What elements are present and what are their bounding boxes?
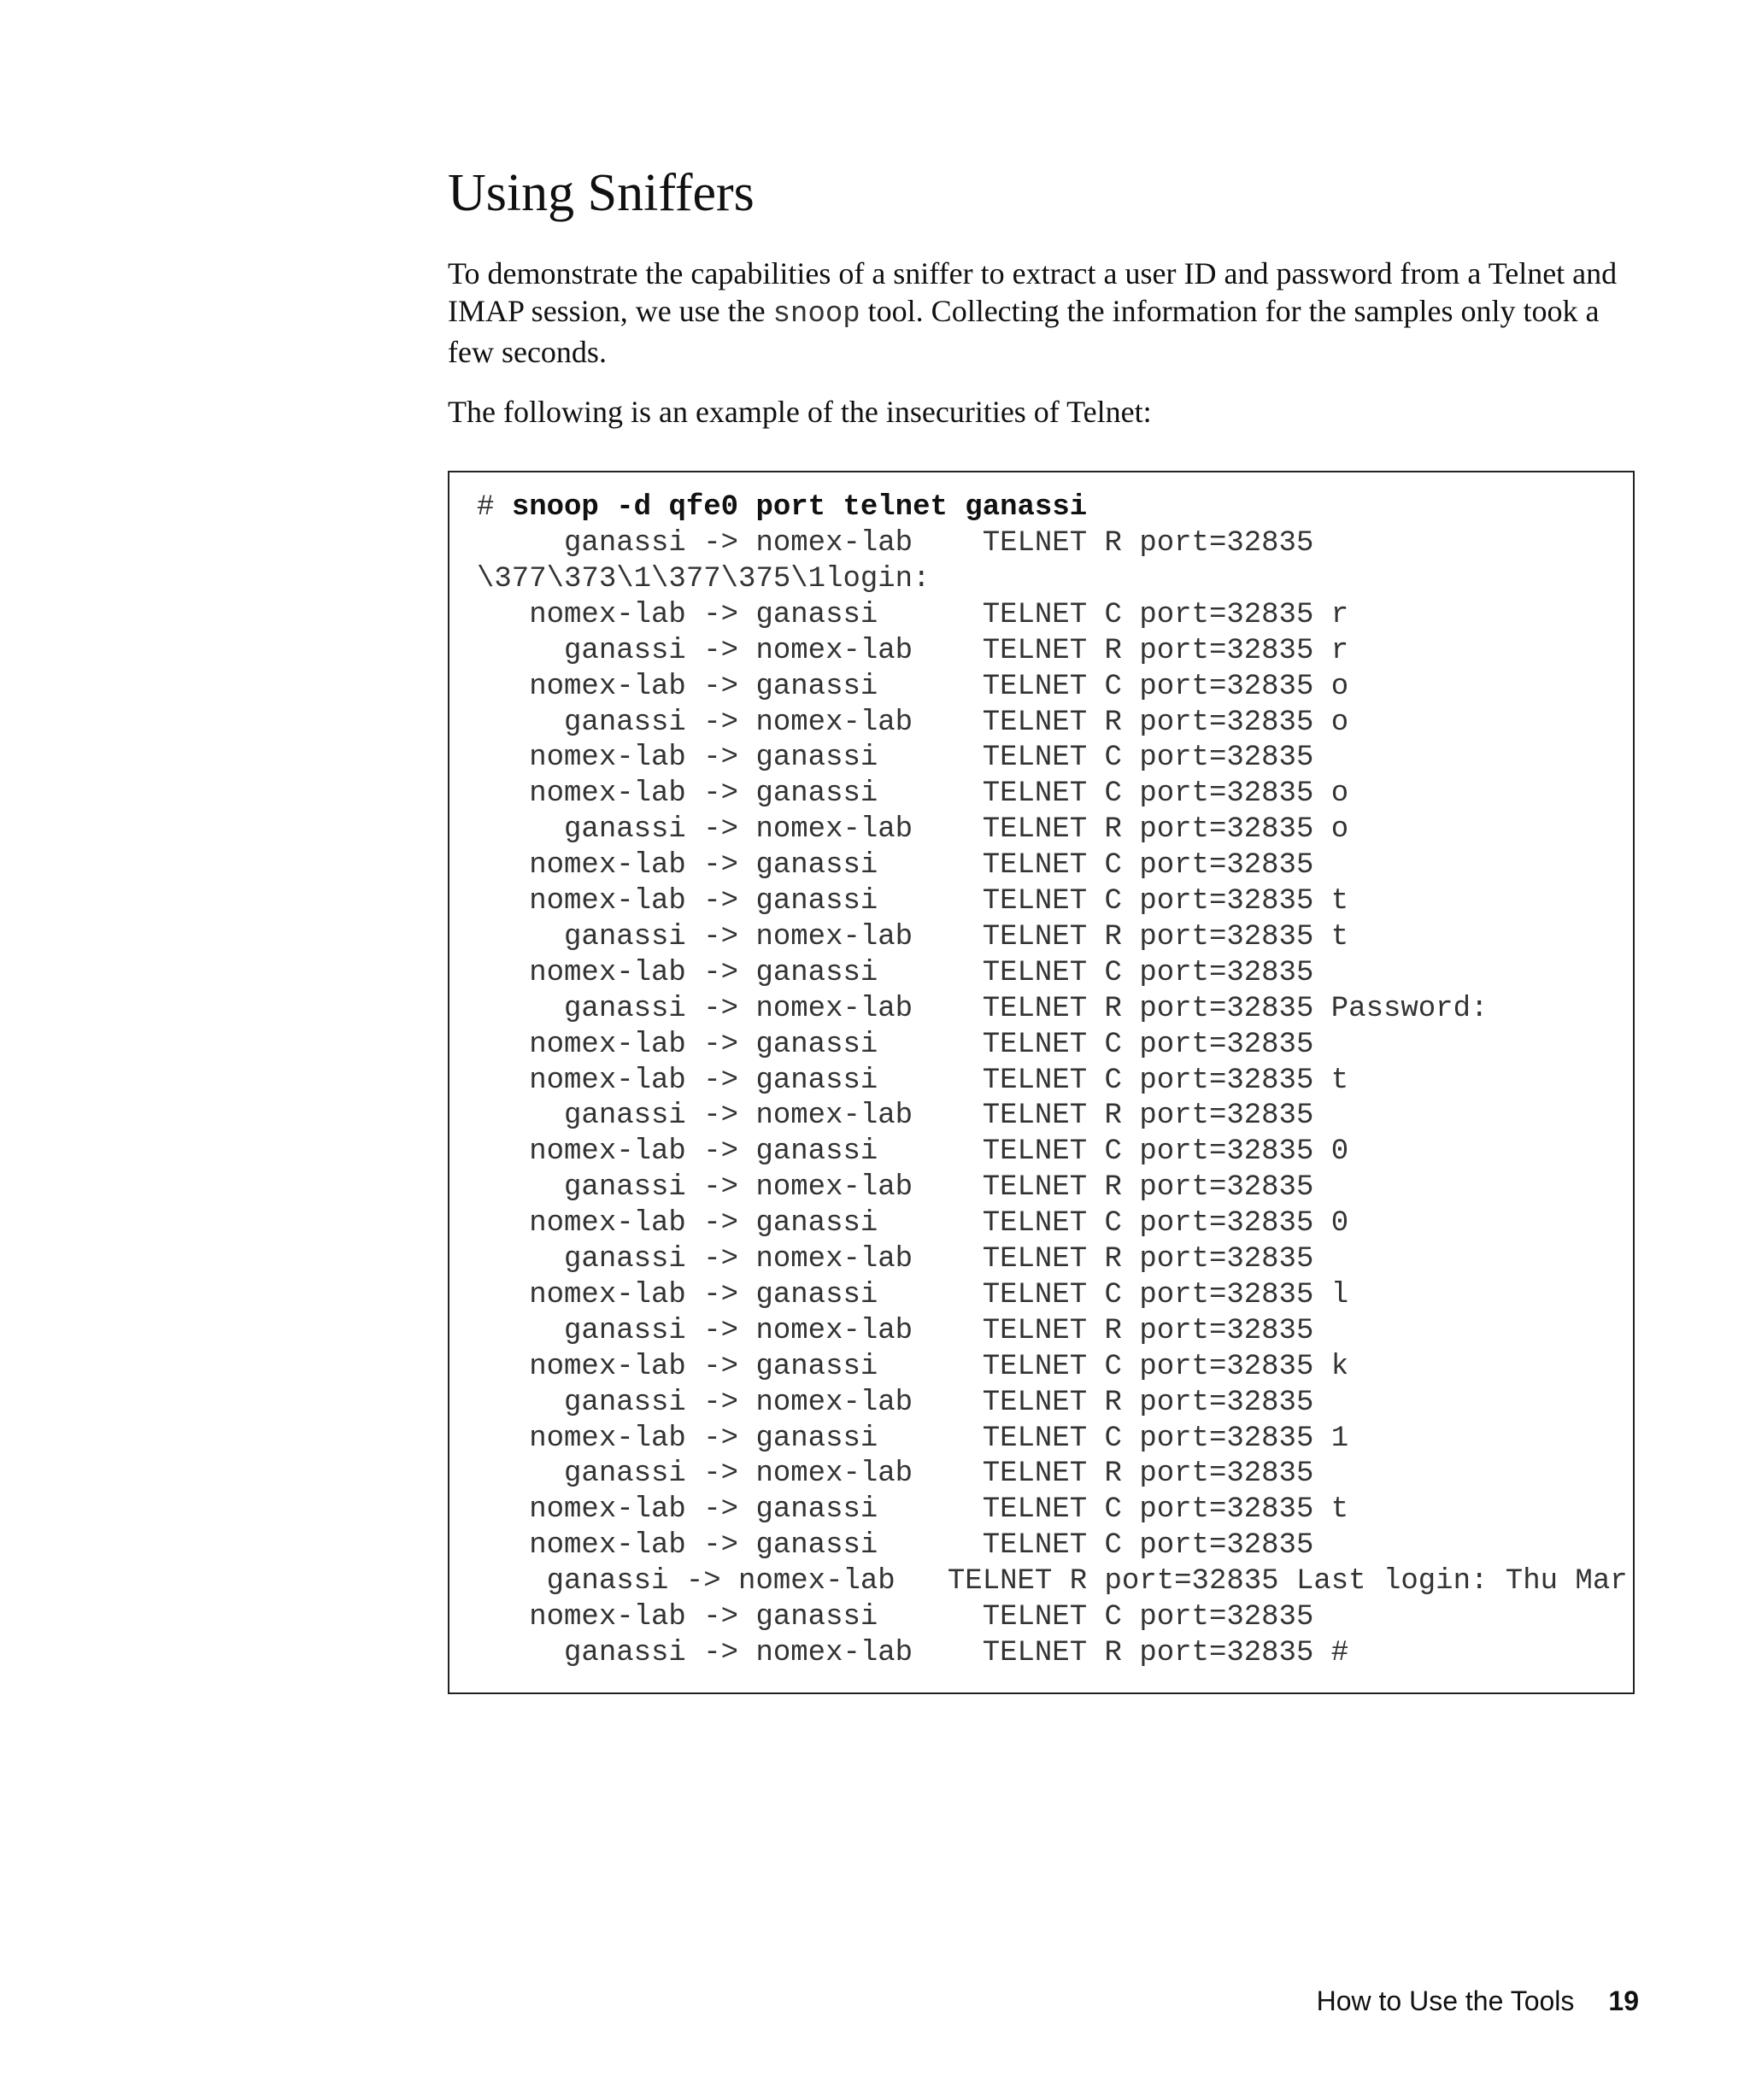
code-output-line: ganassi -> nomex-lab TELNET R port=32835 # <box>477 1636 1349 1669</box>
footer-section-title: How to Use the Tools <box>1316 1986 1575 2016</box>
code-output-line: ganassi -> nomex-lab TELNET R port=32835 <box>477 1314 1314 1347</box>
code-output-line: nomex-lab -> ganassi TELNET C port=32835 <box>477 1529 1314 1563</box>
command-line <box>477 490 1087 525</box>
page-number: 19 <box>1608 1986 1639 2016</box>
code-output-line: nomex-lab -> ganassi TELNET C port=32835 t <box>477 1064 1349 1097</box>
code-output-line: ganassi -> nomex-lab TELNET R port=32835 Last login: Thu Mar <box>477 1565 1628 1598</box>
code-output-line: ganassi -> nomex-lab TELNET R port=32835 <box>477 1243 1314 1276</box>
inline-code-snoop: snoop <box>772 298 860 331</box>
code-output-line: nomex-lab -> ganassi TELNET C port=32835 <box>477 1028 1314 1061</box>
code-output-line: ganassi -> nomex-lab TELNET R port=32835 Password: <box>477 992 1489 1025</box>
code-output-line: nomex-lab -> ganassi TELNET C port=32835 <box>477 742 1314 775</box>
code-output-line: ganassi -> nomex-lab TELNET R port=32835 r <box>477 634 1349 667</box>
snoop-command: snoop -d qfe0 port telnet ganassi <box>511 491 1088 524</box>
code-output-line: ganassi -> nomex-lab TELNET R port=32835 <box>477 1458 1314 1491</box>
code-output-line: nomex-lab -> ganassi TELNET C port=32835 l <box>477 1278 1349 1311</box>
code-output-line: ganassi -> nomex-lab TELNET R port=32835 o <box>477 706 1349 739</box>
code-output-line: nomex-lab -> ganassi TELNET C port=32835 k <box>477 1350 1349 1383</box>
code-output-line: nomex-lab -> ganassi TELNET C port=32835 0 <box>477 1207 1349 1241</box>
intro-text-after: tool. Collecting the information for the samples only took a few seconds. <box>448 294 1600 369</box>
lead-in-paragraph: The following is an example of the insecurities of Telnet: <box>448 395 1152 429</box>
code-output-line: ganassi -> nomex-lab TELNET R port=32835 <box>477 527 1314 560</box>
code-output-line: nomex-lab -> ganassi TELNET C port=32835 <box>477 849 1314 883</box>
code-output-line: nomex-lab -> ganassi TELNET C port=32835 0 <box>477 1135 1349 1169</box>
intro-text-before: To demonstrate the capabilities of a sniffer to extract a user ID and password from a Telnet and IMAP session, we use the <box>448 256 1618 328</box>
code-output-line: nomex-lab -> ganassi TELNET C port=32835 t <box>477 885 1349 918</box>
code-output-line: ganassi -> nomex-lab TELNET R port=32835 <box>477 1171 1314 1205</box>
code-example-box <box>448 471 1635 1694</box>
code-output-line: nomex-lab -> ganassi TELNET C port=32835 <box>477 1601 1314 1634</box>
code-output-line: nomex-lab -> ganassi TELNET C port=32835 <box>477 956 1314 989</box>
code-output-line: nomex-lab -> ganassi TELNET C port=32835 o <box>477 777 1349 811</box>
code-output-line: ganassi -> nomex-lab TELNET R port=32835 t <box>477 920 1349 953</box>
page-title: Using Sniffers <box>448 164 755 222</box>
code-output-line: ganassi -> nomex-lab TELNET R port=32835 <box>477 1100 1314 1133</box>
intro-paragraph <box>448 255 1637 371</box>
code-output-line: ganassi -> nomex-lab TELNET R port=32835 <box>477 1386 1314 1419</box>
page-footer <box>1317 1984 1639 2018</box>
code-output-line: nomex-lab -> ganassi TELNET C port=32835 r <box>477 598 1349 631</box>
code-output-line: ganassi -> nomex-lab TELNET R port=32835 o <box>477 813 1349 847</box>
code-output-line: nomex-lab -> ganassi TELNET C port=32835 1 <box>477 1422 1349 1455</box>
code-output-line: nomex-lab -> ganassi TELNET C port=32835 t <box>477 1493 1349 1527</box>
code-output-line: nomex-lab -> ganassi TELNET C port=32835 o <box>477 670 1349 703</box>
shell-prompt: # <box>477 491 495 524</box>
code-output-line: \377\373\1\377\375\1login: <box>477 562 931 595</box>
